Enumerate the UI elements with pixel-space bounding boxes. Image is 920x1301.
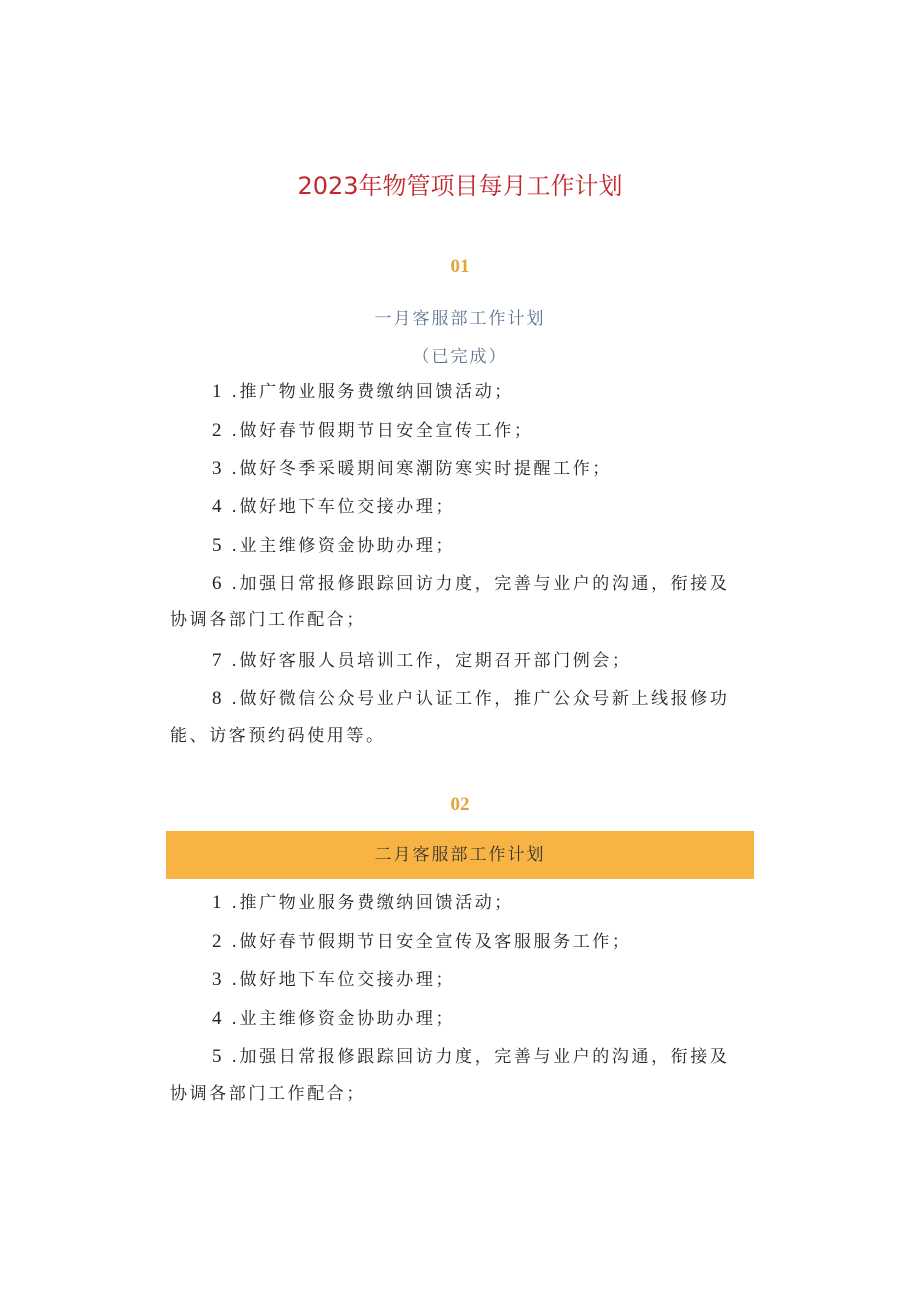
list-item: 3 .做好冬季采暖期间寒潮防寒实时提醒工作； bbox=[212, 458, 612, 479]
section-heading-february: 二月客服部工作计划 bbox=[374, 845, 546, 865]
list-item: 8 .做好微信公众号业户认证工作，推广公众号新上线报修功 bbox=[212, 688, 730, 709]
list-item: 5 .业主维修资金协助办理； bbox=[212, 535, 456, 556]
list-item: 1 .推广物业服务费缴纳回馈活动； bbox=[212, 892, 514, 913]
list-item: 4 .业主维修资金协助办理； bbox=[212, 1008, 456, 1029]
list-item: 5 .加强日常报修跟踪回访力度，完善与业户的沟通，衔接及 bbox=[212, 1046, 730, 1067]
list-item: 4 .做好地下车位交接办理； bbox=[212, 496, 456, 517]
list-item: 1 .推广物业服务费缴纳回馈活动； bbox=[212, 381, 514, 402]
section-heading-january: 一月客服部工作计划 bbox=[374, 309, 546, 329]
list-item: 6 .加强日常报修跟踪回访力度，完善与业户的沟通，衔接及 bbox=[212, 573, 730, 594]
list-item: 3 .做好地下车位交接办理； bbox=[212, 969, 456, 990]
section-status: （已完成） bbox=[412, 347, 508, 367]
section-heading-bar bbox=[166, 831, 754, 879]
list-item-continued: 能、访客预约码使用等。 bbox=[170, 726, 386, 746]
document-title: 2023年物管项目每月工作计划 bbox=[297, 172, 623, 200]
list-item-continued: 协调各部门工作配合； bbox=[170, 1084, 366, 1104]
list-item: 7 .做好客服人员培训工作，定期召开部门例会； bbox=[212, 650, 632, 671]
list-item: 2 .做好春节假期节日安全宣传及客服服务工作； bbox=[212, 931, 632, 952]
section-number-02: 02 bbox=[450, 794, 470, 815]
list-item: 2 .做好春节假期节日安全宣传工作； bbox=[212, 420, 534, 441]
section-number-01: 01 bbox=[450, 256, 470, 277]
list-item-continued: 协调各部门工作配合； bbox=[170, 610, 366, 630]
